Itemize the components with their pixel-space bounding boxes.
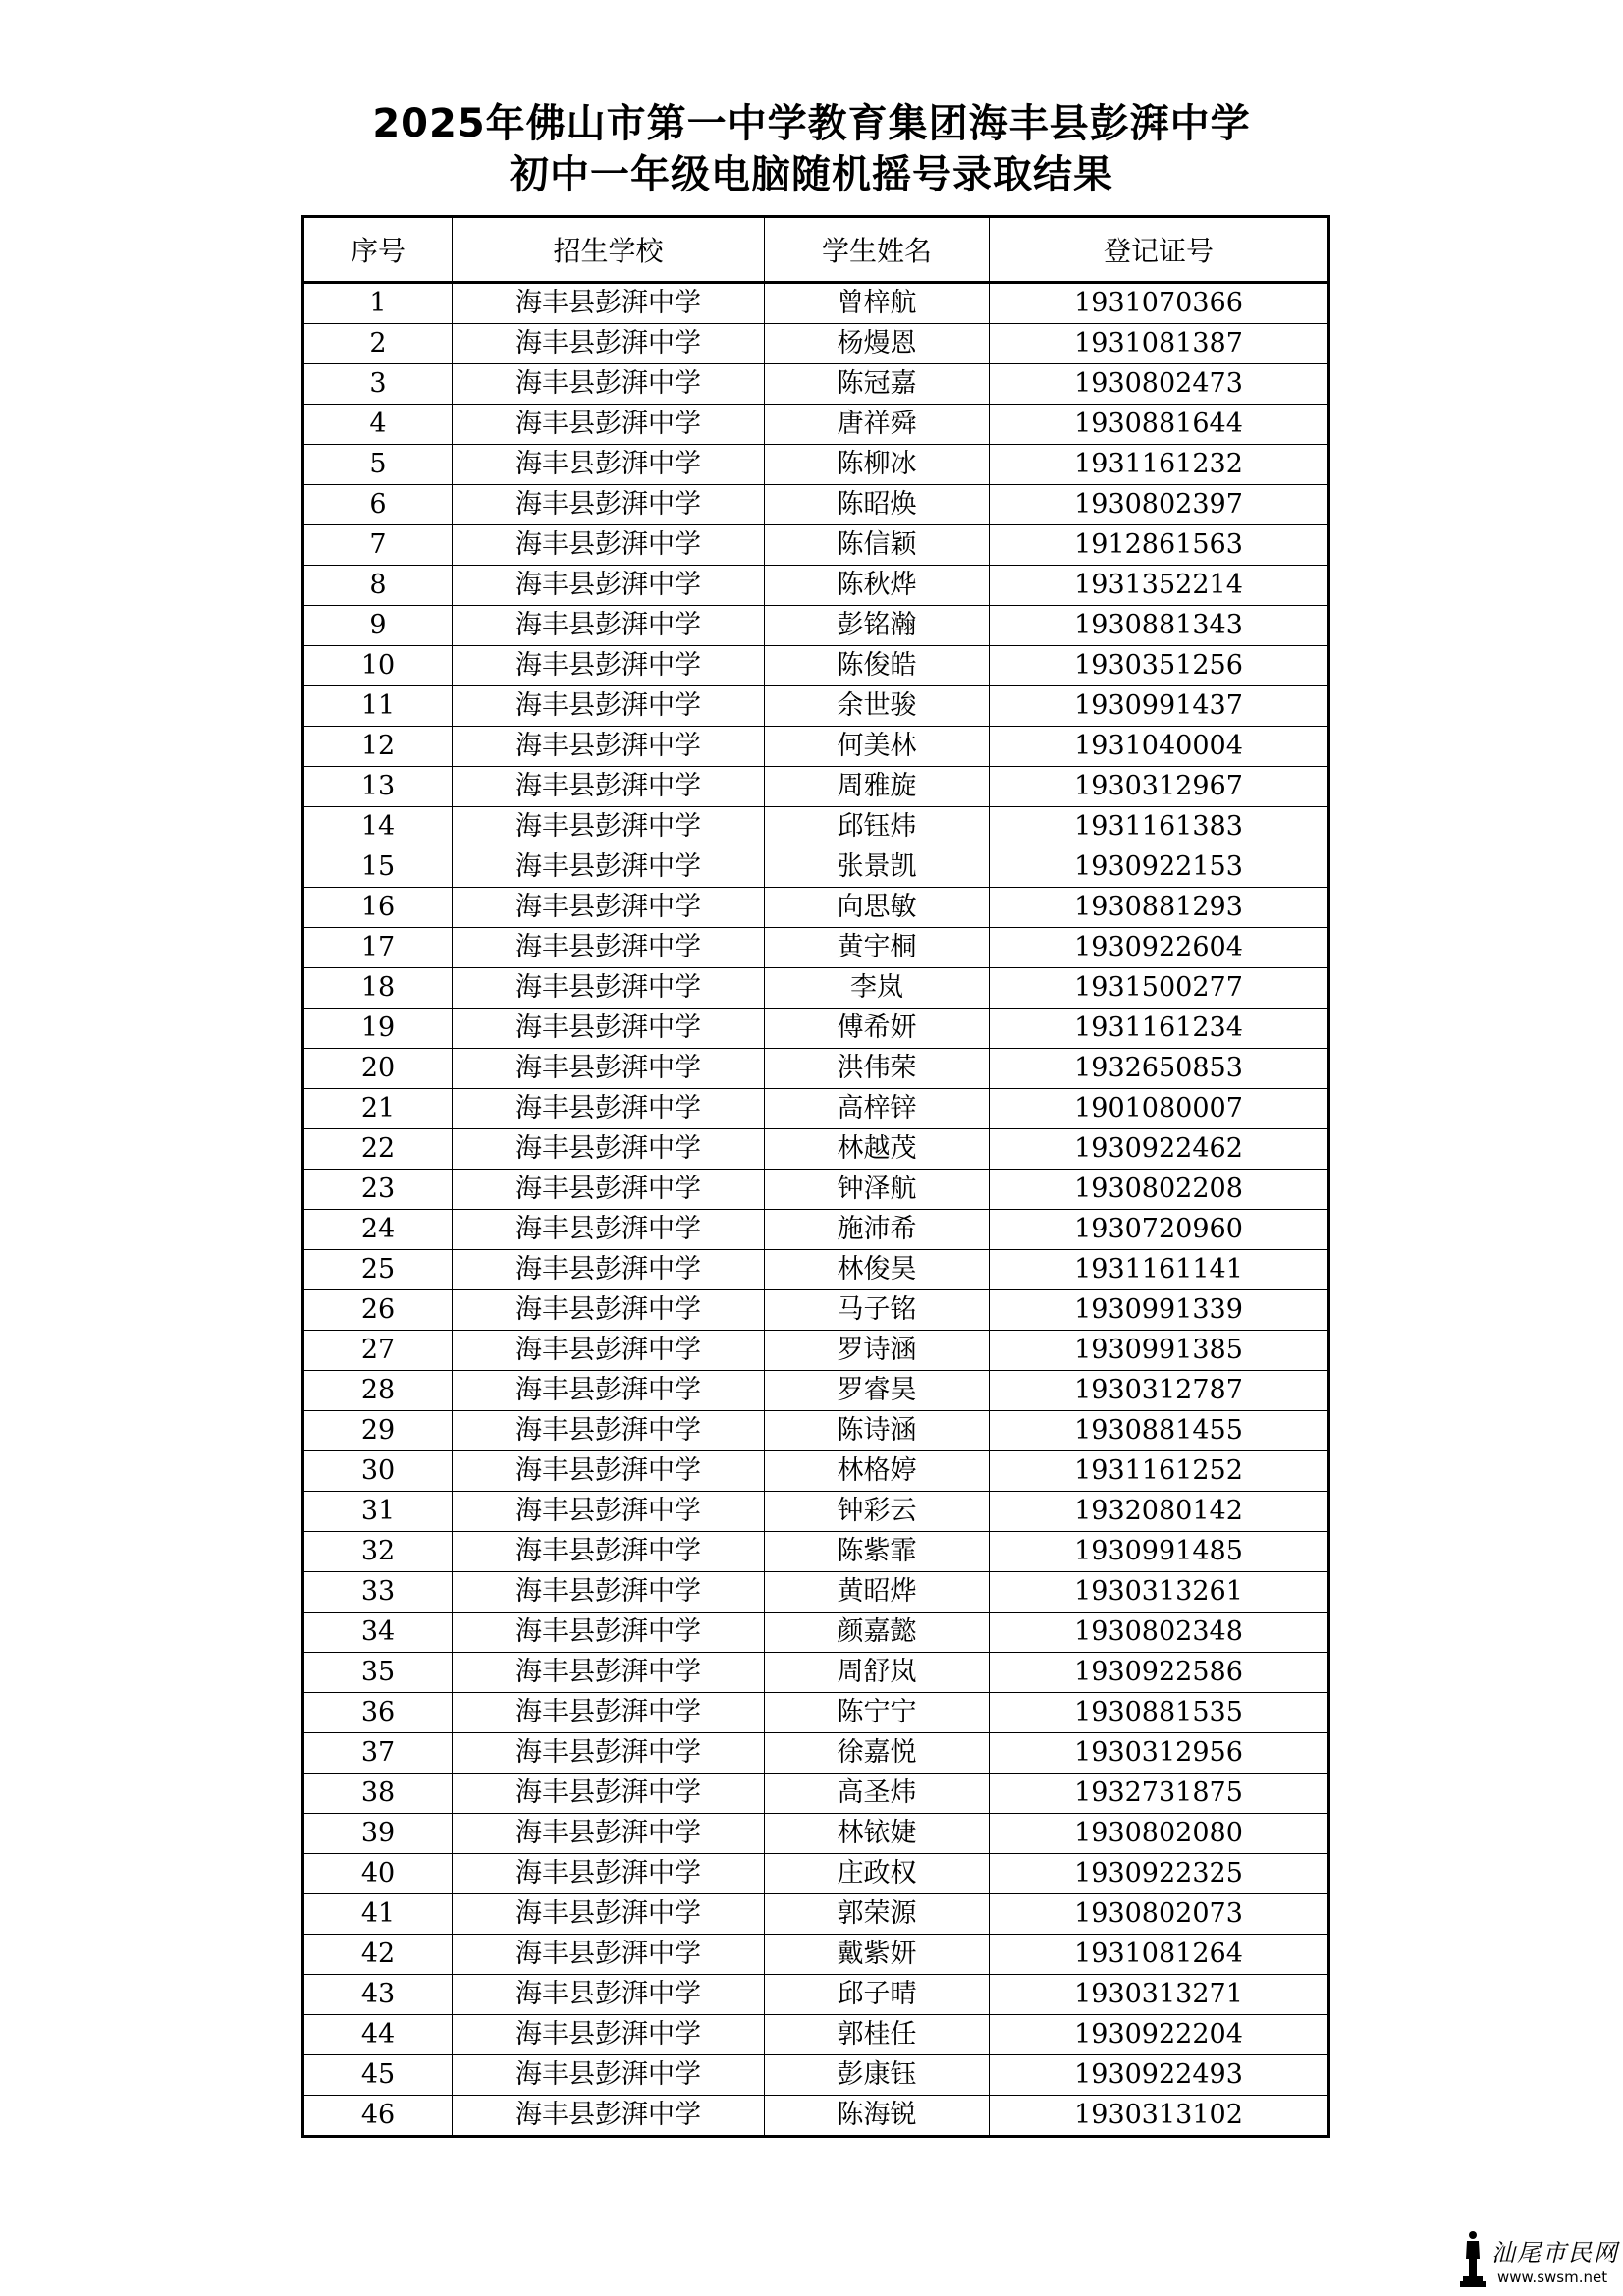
cell-name: 戴紫妍 xyxy=(765,1935,990,1975)
cell-reg: 1931161232 xyxy=(990,445,1329,485)
cell-school: 海丰县彭湃中学 xyxy=(453,1331,765,1371)
cell-seq: 2 xyxy=(303,324,453,364)
cell-reg: 1930802473 xyxy=(990,364,1329,405)
cell-seq: 31 xyxy=(303,1492,453,1532)
cell-school: 海丰县彭湃中学 xyxy=(453,1613,765,1653)
cell-seq: 4 xyxy=(303,405,453,445)
table-row xyxy=(303,1693,1329,1733)
cell-school: 海丰县彭湃中学 xyxy=(453,1894,765,1935)
cell-name: 徐嘉悦 xyxy=(765,1733,990,1774)
cell-reg: 1930881535 xyxy=(990,1693,1329,1733)
table-row xyxy=(303,1492,1329,1532)
cell-name: 陈诗涵 xyxy=(765,1411,990,1451)
table-row xyxy=(303,1210,1329,1250)
cell-seq: 42 xyxy=(303,1935,453,1975)
title-line-2: 初中一年级电脑随机摇号录取结果 xyxy=(510,152,1113,197)
cell-school: 海丰县彭湃中学 xyxy=(453,1653,765,1693)
cell-seq: 9 xyxy=(303,606,453,646)
table-row xyxy=(303,2015,1329,2055)
cell-school: 海丰县彭湃中学 xyxy=(453,1693,765,1733)
cell-reg: 1930802208 xyxy=(990,1170,1329,1210)
header-reg: 登记证号 xyxy=(990,217,1329,283)
cell-seq: 13 xyxy=(303,767,453,807)
cell-name: 林铱婕 xyxy=(765,1814,990,1854)
cell-reg: 1930802397 xyxy=(990,485,1329,525)
cell-school: 海丰县彭湃中学 xyxy=(453,1814,765,1854)
watermark-url: www.swsm.net xyxy=(1497,2269,1608,2286)
table-header-row xyxy=(303,217,1329,283)
cell-seq: 3 xyxy=(303,364,453,405)
table-row xyxy=(303,283,1329,324)
cell-seq: 1 xyxy=(303,283,453,324)
cell-school: 海丰县彭湃中学 xyxy=(453,1733,765,1774)
cell-seq: 16 xyxy=(303,888,453,928)
cell-school: 海丰县彭湃中学 xyxy=(453,485,765,525)
table-row xyxy=(303,1572,1329,1613)
cell-reg: 1930922493 xyxy=(990,2055,1329,2096)
cell-reg: 1930991485 xyxy=(990,1532,1329,1572)
cell-name: 林俊昊 xyxy=(765,1250,990,1290)
table-row xyxy=(303,606,1329,646)
table-row xyxy=(303,2055,1329,2096)
cell-name: 高梓锌 xyxy=(765,1089,990,1129)
cell-name: 陈秋烨 xyxy=(765,566,990,606)
header-name: 学生姓名 xyxy=(765,217,990,283)
cell-reg: 1901080007 xyxy=(990,1089,1329,1129)
cell-school: 海丰县彭湃中学 xyxy=(453,646,765,686)
cell-name: 庄政权 xyxy=(765,1854,990,1894)
cell-reg: 1930881644 xyxy=(990,405,1329,445)
table-row xyxy=(303,1733,1329,1774)
cell-name: 何美林 xyxy=(765,727,990,767)
cell-school: 海丰县彭湃中学 xyxy=(453,686,765,727)
cell-name: 罗睿昊 xyxy=(765,1371,990,1411)
cell-name: 马子铭 xyxy=(765,1290,990,1331)
cell-reg: 1931081264 xyxy=(990,1935,1329,1975)
cell-school: 海丰县彭湃中学 xyxy=(453,888,765,928)
cell-reg: 1930881455 xyxy=(990,1411,1329,1451)
cell-reg: 1930991339 xyxy=(990,1290,1329,1331)
cell-name: 林越茂 xyxy=(765,1129,990,1170)
cell-seq: 44 xyxy=(303,2015,453,2055)
cell-seq: 39 xyxy=(303,1814,453,1854)
table-row xyxy=(303,928,1329,968)
cell-name: 钟彩云 xyxy=(765,1492,990,1532)
table-row xyxy=(303,566,1329,606)
cell-name: 洪伟荣 xyxy=(765,1049,990,1089)
cell-name: 施沛希 xyxy=(765,1210,990,1250)
cell-school: 海丰县彭湃中学 xyxy=(453,1492,765,1532)
cell-name: 钟泽航 xyxy=(765,1170,990,1210)
table-row xyxy=(303,1814,1329,1854)
cell-school: 海丰县彭湃中学 xyxy=(453,807,765,847)
cell-name: 陈信颖 xyxy=(765,525,990,566)
cell-reg: 1930313261 xyxy=(990,1572,1329,1613)
cell-name: 陈宁宁 xyxy=(765,1693,990,1733)
cell-name: 向思敏 xyxy=(765,888,990,928)
cell-seq: 24 xyxy=(303,1210,453,1250)
cell-school: 海丰县彭湃中学 xyxy=(453,283,765,324)
cell-school: 海丰县彭湃中学 xyxy=(453,1411,765,1451)
table-row xyxy=(303,1049,1329,1089)
cell-reg: 1930312956 xyxy=(990,1733,1329,1774)
cell-school: 海丰县彭湃中学 xyxy=(453,1129,765,1170)
cell-name: 彭铭瀚 xyxy=(765,606,990,646)
cell-name: 周舒岚 xyxy=(765,1653,990,1693)
cell-school: 海丰县彭湃中学 xyxy=(453,2015,765,2055)
cell-reg: 1932650853 xyxy=(990,1049,1329,1089)
cell-reg: 1930802348 xyxy=(990,1613,1329,1653)
cell-school: 海丰县彭湃中学 xyxy=(453,525,765,566)
cell-name: 郭桂任 xyxy=(765,2015,990,2055)
cell-reg: 1930922462 xyxy=(990,1129,1329,1170)
cell-seq: 26 xyxy=(303,1290,453,1331)
cell-reg: 1912861563 xyxy=(990,525,1329,566)
cell-reg: 1931161252 xyxy=(990,1451,1329,1492)
cell-seq: 36 xyxy=(303,1693,453,1733)
cell-school: 海丰县彭湃中学 xyxy=(453,1774,765,1814)
cell-name: 杨熳恩 xyxy=(765,324,990,364)
table-row xyxy=(303,1411,1329,1451)
cell-school: 海丰县彭湃中学 xyxy=(453,928,765,968)
cell-seq: 43 xyxy=(303,1975,453,2015)
table-row xyxy=(303,646,1329,686)
cell-school: 海丰县彭湃中学 xyxy=(453,1170,765,1210)
cell-name: 周雅旋 xyxy=(765,767,990,807)
cell-school: 海丰县彭湃中学 xyxy=(453,1290,765,1331)
cell-seq: 28 xyxy=(303,1371,453,1411)
table-row xyxy=(303,686,1329,727)
cell-seq: 10 xyxy=(303,646,453,686)
table-row xyxy=(303,525,1329,566)
cell-reg: 1930922604 xyxy=(990,928,1329,968)
cell-school: 海丰县彭湃中学 xyxy=(453,445,765,485)
cell-name: 陈冠嘉 xyxy=(765,364,990,405)
cell-seq: 29 xyxy=(303,1411,453,1451)
cell-reg: 1930312787 xyxy=(990,1371,1329,1411)
cell-seq: 45 xyxy=(303,2055,453,2096)
cell-name: 陈柳冰 xyxy=(765,445,990,485)
cell-name: 黄宇桐 xyxy=(765,928,990,968)
cell-name: 唐祥舜 xyxy=(765,405,990,445)
table-row xyxy=(303,767,1329,807)
cell-school: 海丰县彭湃中学 xyxy=(453,1975,765,2015)
cell-school: 海丰县彭湃中学 xyxy=(453,324,765,364)
cell-school: 海丰县彭湃中学 xyxy=(453,1532,765,1572)
cell-reg: 1930922204 xyxy=(990,2015,1329,2055)
cell-name: 邱子晴 xyxy=(765,1975,990,2015)
cell-reg: 1930802080 xyxy=(990,1814,1329,1854)
site-watermark xyxy=(1458,2229,1619,2290)
cell-seq: 41 xyxy=(303,1894,453,1935)
cell-school: 海丰县彭湃中学 xyxy=(453,1089,765,1129)
cell-reg: 1931081387 xyxy=(990,324,1329,364)
cell-school: 海丰县彭湃中学 xyxy=(453,968,765,1009)
cell-seq: 6 xyxy=(303,485,453,525)
cell-reg: 1930991385 xyxy=(990,1331,1329,1371)
table-row xyxy=(303,1854,1329,1894)
table-row xyxy=(303,1331,1329,1371)
table-row xyxy=(303,1653,1329,1693)
table-row xyxy=(303,1371,1329,1411)
table-row xyxy=(303,1250,1329,1290)
cell-reg: 1930922325 xyxy=(990,1854,1329,1894)
cell-seq: 8 xyxy=(303,566,453,606)
cell-seq: 14 xyxy=(303,807,453,847)
cell-school: 海丰县彭湃中学 xyxy=(453,1572,765,1613)
cell-seq: 22 xyxy=(303,1129,453,1170)
table-row xyxy=(303,1290,1329,1331)
cell-seq: 27 xyxy=(303,1331,453,1371)
table-row xyxy=(303,1170,1329,1210)
table-row xyxy=(303,1089,1329,1129)
cell-seq: 35 xyxy=(303,1653,453,1693)
cell-name: 陈海锐 xyxy=(765,2096,990,2137)
cell-seq: 7 xyxy=(303,525,453,566)
table-row xyxy=(303,2096,1329,2137)
cell-seq: 21 xyxy=(303,1089,453,1129)
cell-seq: 34 xyxy=(303,1613,453,1653)
cell-school: 海丰县彭湃中学 xyxy=(453,1049,765,1089)
cell-reg: 1930881293 xyxy=(990,888,1329,928)
cell-reg: 1930802073 xyxy=(990,1894,1329,1935)
cell-name: 傅希妍 xyxy=(765,1009,990,1049)
cell-school: 海丰县彭湃中学 xyxy=(453,1451,765,1492)
cell-school: 海丰县彭湃中学 xyxy=(453,1210,765,1250)
cell-school: 海丰县彭湃中学 xyxy=(453,2055,765,2096)
cell-name: 颜嘉懿 xyxy=(765,1613,990,1653)
header-seq: 序号 xyxy=(303,217,453,283)
cell-seq: 11 xyxy=(303,686,453,727)
cell-school: 海丰县彭湃中学 xyxy=(453,405,765,445)
cell-reg: 1931161141 xyxy=(990,1250,1329,1290)
table-row xyxy=(303,1894,1329,1935)
cell-school: 海丰县彭湃中学 xyxy=(453,847,765,888)
table-row xyxy=(303,485,1329,525)
cell-seq: 30 xyxy=(303,1451,453,1492)
table-row xyxy=(303,1975,1329,2015)
cell-school: 海丰县彭湃中学 xyxy=(453,566,765,606)
cell-school: 海丰县彭湃中学 xyxy=(453,364,765,405)
cell-seq: 17 xyxy=(303,928,453,968)
table-row xyxy=(303,888,1329,928)
cell-seq: 38 xyxy=(303,1774,453,1814)
cell-reg: 1931040004 xyxy=(990,727,1329,767)
cell-seq: 33 xyxy=(303,1572,453,1613)
cell-reg: 1932080142 xyxy=(990,1492,1329,1532)
cell-reg: 1930312967 xyxy=(990,767,1329,807)
table-row xyxy=(303,445,1329,485)
table-row xyxy=(303,1129,1329,1170)
cell-seq: 18 xyxy=(303,968,453,1009)
cell-school: 海丰县彭湃中学 xyxy=(453,727,765,767)
table-row xyxy=(303,1613,1329,1653)
cell-name: 张景凯 xyxy=(765,847,990,888)
table-row xyxy=(303,324,1329,364)
cell-school: 海丰县彭湃中学 xyxy=(453,1009,765,1049)
cell-seq: 25 xyxy=(303,1250,453,1290)
cell-school: 海丰县彭湃中学 xyxy=(453,606,765,646)
cell-name: 黄昭烨 xyxy=(765,1572,990,1613)
admission-table xyxy=(301,215,1330,2138)
cell-name: 罗诗涵 xyxy=(765,1331,990,1371)
cell-reg: 1930720960 xyxy=(990,1210,1329,1250)
cell-school: 海丰县彭湃中学 xyxy=(453,2096,765,2137)
cell-reg: 1930351256 xyxy=(990,646,1329,686)
cell-seq: 15 xyxy=(303,847,453,888)
document-title xyxy=(0,98,1623,200)
cell-name: 陈紫霏 xyxy=(765,1532,990,1572)
title-line-1: 2025年佛山市第一中学教育集团海丰县彭湃中学 xyxy=(372,101,1251,146)
cell-seq: 37 xyxy=(303,1733,453,1774)
cell-reg: 1931352214 xyxy=(990,566,1329,606)
cell-name: 邱钰炜 xyxy=(765,807,990,847)
cell-school: 海丰县彭湃中学 xyxy=(453,1935,765,1975)
cell-reg: 1931161383 xyxy=(990,807,1329,847)
cell-reg: 1930922586 xyxy=(990,1653,1329,1693)
cell-name: 彭康钰 xyxy=(765,2055,990,2096)
cell-name: 郭荣源 xyxy=(765,1894,990,1935)
cell-reg: 1930313271 xyxy=(990,1975,1329,2015)
cell-seq: 12 xyxy=(303,727,453,767)
cell-reg: 1930881343 xyxy=(990,606,1329,646)
cell-seq: 40 xyxy=(303,1854,453,1894)
cell-school: 海丰县彭湃中学 xyxy=(453,1371,765,1411)
cell-school: 海丰县彭湃中学 xyxy=(453,1854,765,1894)
cell-name: 陈昭焕 xyxy=(765,485,990,525)
cell-seq: 5 xyxy=(303,445,453,485)
header-school: 招生学校 xyxy=(453,217,765,283)
cell-reg: 1930313102 xyxy=(990,2096,1329,2137)
table-row xyxy=(303,1451,1329,1492)
table-row xyxy=(303,727,1329,767)
cell-reg: 1932731875 xyxy=(990,1774,1329,1814)
table-row xyxy=(303,1532,1329,1572)
cell-name: 曾梓航 xyxy=(765,283,990,324)
cell-reg: 1931161234 xyxy=(990,1009,1329,1049)
table-row xyxy=(303,968,1329,1009)
statue-icon xyxy=(1458,2229,1488,2288)
table-row xyxy=(303,807,1329,847)
cell-school: 海丰县彭湃中学 xyxy=(453,1250,765,1290)
cell-seq: 19 xyxy=(303,1009,453,1049)
table-row xyxy=(303,1009,1329,1049)
table-row xyxy=(303,1935,1329,1975)
cell-name: 陈俊皓 xyxy=(765,646,990,686)
cell-seq: 23 xyxy=(303,1170,453,1210)
table-row xyxy=(303,364,1329,405)
cell-name: 林格婷 xyxy=(765,1451,990,1492)
cell-name: 李岚 xyxy=(765,968,990,1009)
cell-reg: 1930922153 xyxy=(990,847,1329,888)
cell-reg: 1931070366 xyxy=(990,283,1329,324)
table-row xyxy=(303,847,1329,888)
cell-school: 海丰县彭湃中学 xyxy=(453,767,765,807)
watermark-site-name: 汕尾市民网 xyxy=(1491,2239,1619,2267)
cell-seq: 20 xyxy=(303,1049,453,1089)
cell-name: 余世骏 xyxy=(765,686,990,727)
cell-reg: 1930991437 xyxy=(990,686,1329,727)
cell-reg: 1931500277 xyxy=(990,968,1329,1009)
cell-seq: 46 xyxy=(303,2096,453,2137)
table-row xyxy=(303,1774,1329,1814)
cell-seq: 32 xyxy=(303,1532,453,1572)
cell-name: 高圣炜 xyxy=(765,1774,990,1814)
table-row xyxy=(303,405,1329,445)
